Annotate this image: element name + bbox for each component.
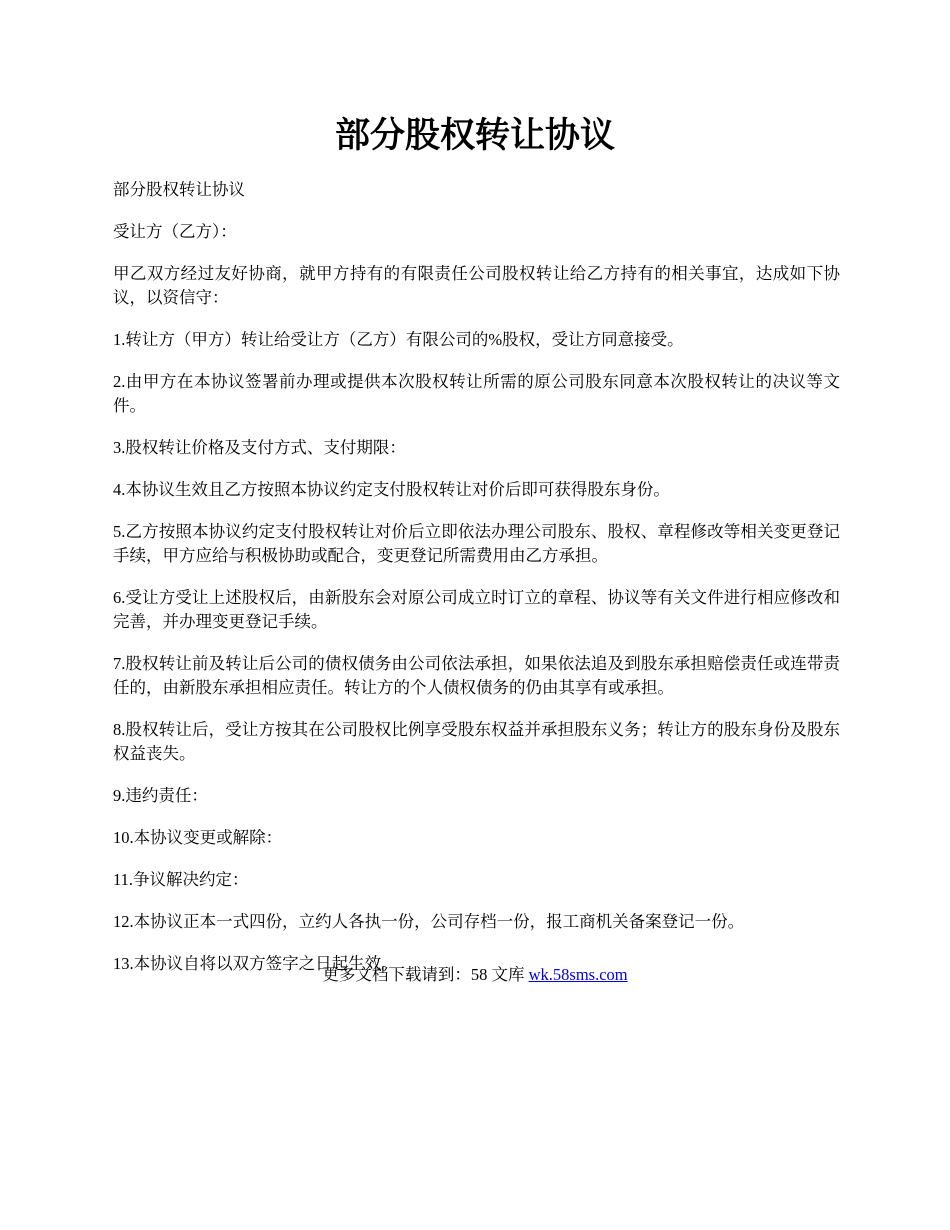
clause-12: 12.本协议正本一式四份，立约人各执一份，公司存档一份，报工商机关备案登记一份。 — [113, 912, 745, 931]
paragraph-preamble: 甲乙双方经过友好协商，就甲方持有的有限责任公司股权转让给乙方持有的相关事宜，达成如下协议，以资信守： — [113, 264, 840, 307]
clause-6: 6.受让方受让上述股权后，由新股东会对原公司成立时订立的章程、协议等有关文件进行相应修改和完善，并办理变更登记手续。 — [113, 588, 840, 631]
clause-5: 5.乙方按照本协议约定支付股权转让对价后立即依法办理公司股东、股权、章程修改等相关变更登记手续，甲方应给与积极协助或配合，变更登记所需费用由乙方承担。 — [113, 522, 840, 565]
clause-7: 7.股权转让前及转让后公司的债权债务由公司依法承担，如果依法追及到股东承担赔偿责任或连带责任的，由新股东承担相应责任。转让方的个人债权债务的仍由其享有或承担。 — [113, 654, 840, 697]
document-title: 部分股权转让协议 — [334, 116, 615, 155]
clause-11: 11.争议解决约定： — [113, 870, 249, 889]
clause-13: 13.本协议自将以双方签字之日起生效。 — [113, 954, 398, 973]
download-footer — [0, 963, 950, 987]
clause-9: 9.违约责任： — [113, 786, 208, 805]
clause-4: 4.本协议生效且乙方按照本协议约定支付股权转让对价后即可获得股东身份。 — [113, 480, 670, 499]
clause-1: 1.转让方（甲方）转让给受让方（乙方）有限公司的%股权，受让方同意接受。 — [113, 330, 684, 349]
footer-text: 更多文档下载请到：58 文库 — [322, 965, 529, 984]
clause-2: 2.由甲方在本协议签署前办理或提供本次股权转让所需的原公司股东同意本次股权转让的决议等文件。 — [113, 372, 840, 415]
clause-3: 3.股权转让价格及支付方式、支付期限： — [113, 438, 406, 457]
clause-10: 10.本协议变更或解除： — [113, 828, 283, 847]
document-body — [113, 178, 840, 994]
paragraph-subtitle: 部分股权转让协议 — [113, 180, 245, 199]
paragraph-transferee: 受让方（乙方）： — [113, 222, 237, 241]
clause-8: 8.股权转让后，受让方按其在公司股权比例享受股东权益并承担股东义务；转让方的股东身份及股东权益丧失。 — [113, 720, 840, 763]
footer-link[interactable]: wk.58sms.com — [528, 965, 628, 984]
